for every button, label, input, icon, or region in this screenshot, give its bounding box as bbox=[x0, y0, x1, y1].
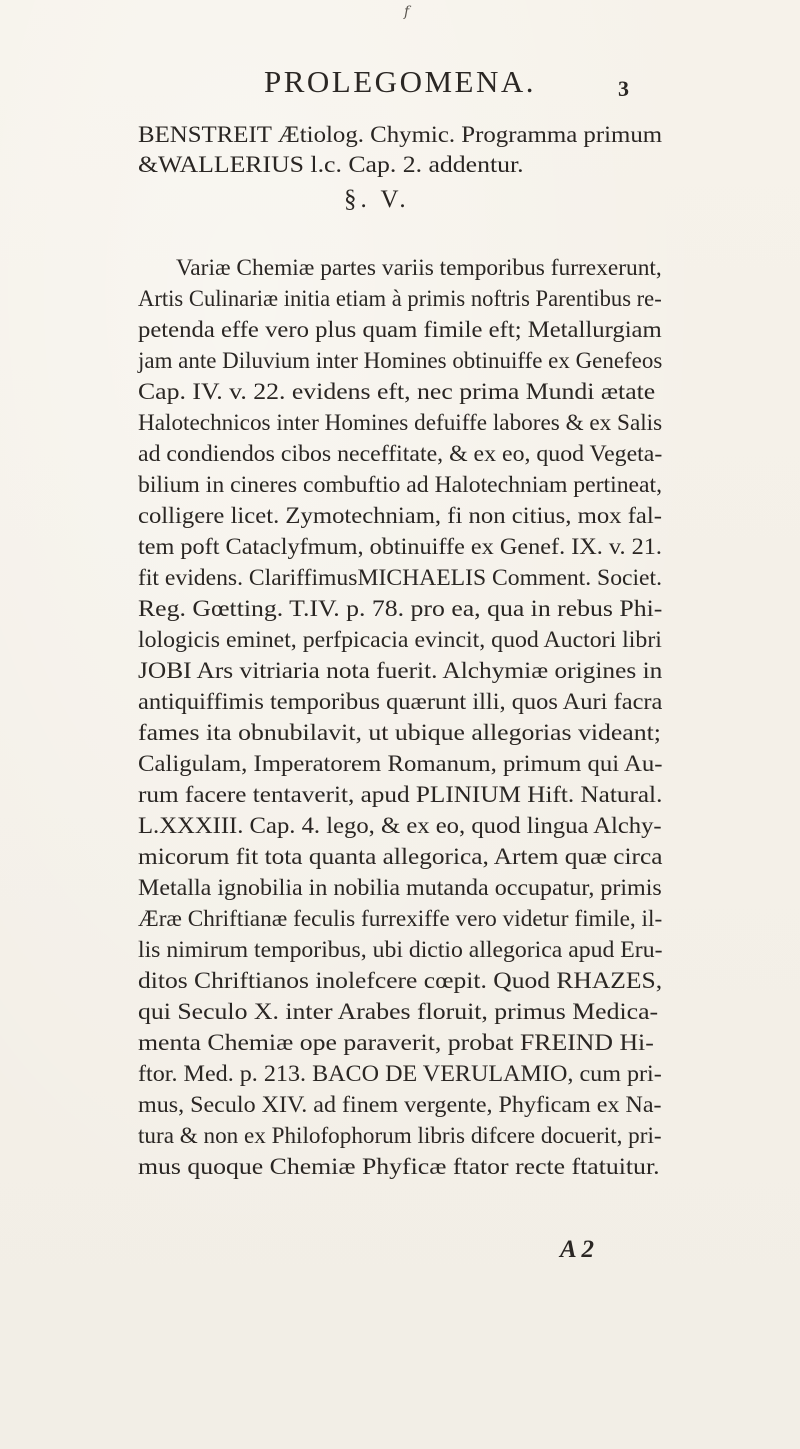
text-line: ad condiendos cibos neceffitate, & ex eo, quod Vegeta- bbox=[138, 441, 663, 466]
text-line: Variæ Chemiæ partes variis temporibus furrexerunt, bbox=[176, 255, 662, 280]
text-line: fames ita obnubilavit, ut ubique allegorias videant; bbox=[138, 720, 661, 745]
text-line: Æræ Chriftianæ feculis furrexiffe vero videtur fimile, il- bbox=[138, 906, 663, 931]
text-line: micorum fit tota quanta allegorica, Artem quæ circa bbox=[138, 844, 663, 869]
top-mark: f bbox=[404, 4, 410, 20]
text-line: petenda effe vero plus quam fimile eft; Metallurgiam bbox=[138, 317, 662, 342]
text-line: antiquiffimis temporibus quærunt illi, quos Auri facra bbox=[138, 689, 663, 714]
text-line: ditos Chriftianos inolefcere cœpit. Quod RHAZES, bbox=[138, 968, 663, 993]
text-line: fit evidens. ClariffimusMICHAELIS Comment. Societ. bbox=[138, 565, 663, 590]
running-title: PROLEGOMENA. bbox=[264, 64, 536, 99]
text-line: menta Chemiæ ope paraverit, probat FREIND Hi- bbox=[138, 1030, 654, 1055]
page-header bbox=[0, 64, 800, 104]
text-line: jam ante Diluvium inter Homines obtinuiffe ex Genefeos bbox=[138, 348, 663, 373]
text-line: qui Seculo X. inter Arabes floruit, primus Medica- bbox=[138, 999, 659, 1024]
text-line: rum facere tentaverit, apud PLINIUM Hift. Natural. bbox=[138, 782, 663, 807]
text-line: BENSTREIT Ætiolog. Chymic. Programma primum bbox=[138, 122, 663, 147]
text-line: Reg. Gœtting. T.IV. p. 78. pro ea, qua in rebus Phi- bbox=[138, 596, 663, 621]
text-line: tura & non ex Philofophorum libris difcere docuerit, pri- bbox=[138, 1123, 662, 1148]
text-line: mus quoque Chemiæ Phyficæ ftator recte ftatuitur. bbox=[138, 1154, 660, 1179]
text-line: Metalla ignobilia in nobilia mutanda occupatur, primis bbox=[138, 875, 662, 900]
text-line: tem poft Cataclyfmum, obtinuiffe ex Genef. IX. v. 21. bbox=[138, 534, 662, 559]
text-line: lis nimirum temporibus, ubi dictio allegorica apud Eru- bbox=[138, 937, 663, 962]
text-line: &WALLERIUS l.c. Cap. 2. addentur. bbox=[138, 152, 524, 177]
page-number: 3 bbox=[618, 76, 629, 101]
text-line: L.XXXIII. Cap. 4. lego, & ex eo, quod lingua Alchy- bbox=[138, 813, 662, 838]
text-line: bilium in cineres combuftio ad Halotechniam pertineat, bbox=[138, 472, 663, 497]
text-line: JOBI Ars vitriaria nota fuerit. Alchymiæ origines in bbox=[138, 658, 663, 683]
text-line: Halotechnicos inter Homines defuiffe labores & ex Salis bbox=[138, 410, 663, 435]
text-line: colligere licet. Zymotechniam, fi non citius, mox fal- bbox=[138, 503, 662, 528]
text-line: mus, Seculo XIV. ad finem vergente, Phyficam ex Na- bbox=[138, 1092, 662, 1117]
text-line: ftor. Med. p. 213. BACO DE VERULAMIO, cum pri- bbox=[138, 1061, 662, 1086]
signature-mark: A 2 bbox=[560, 1236, 595, 1263]
text-line: Cap. IV. v. 22. evidens eft, nec prima Mundi ætate bbox=[138, 379, 656, 404]
text-line: Artis Culinariæ initia etiam à primis noftris Parentibus re- bbox=[138, 286, 662, 311]
text-line: lologicis eminet, perfpicacia evincit, quod Auctori libri bbox=[138, 627, 662, 652]
section-heading: §. V. bbox=[344, 186, 410, 213]
text-line: Caligulam, Imperatorem Romanum, primum qui Au- bbox=[138, 751, 663, 776]
